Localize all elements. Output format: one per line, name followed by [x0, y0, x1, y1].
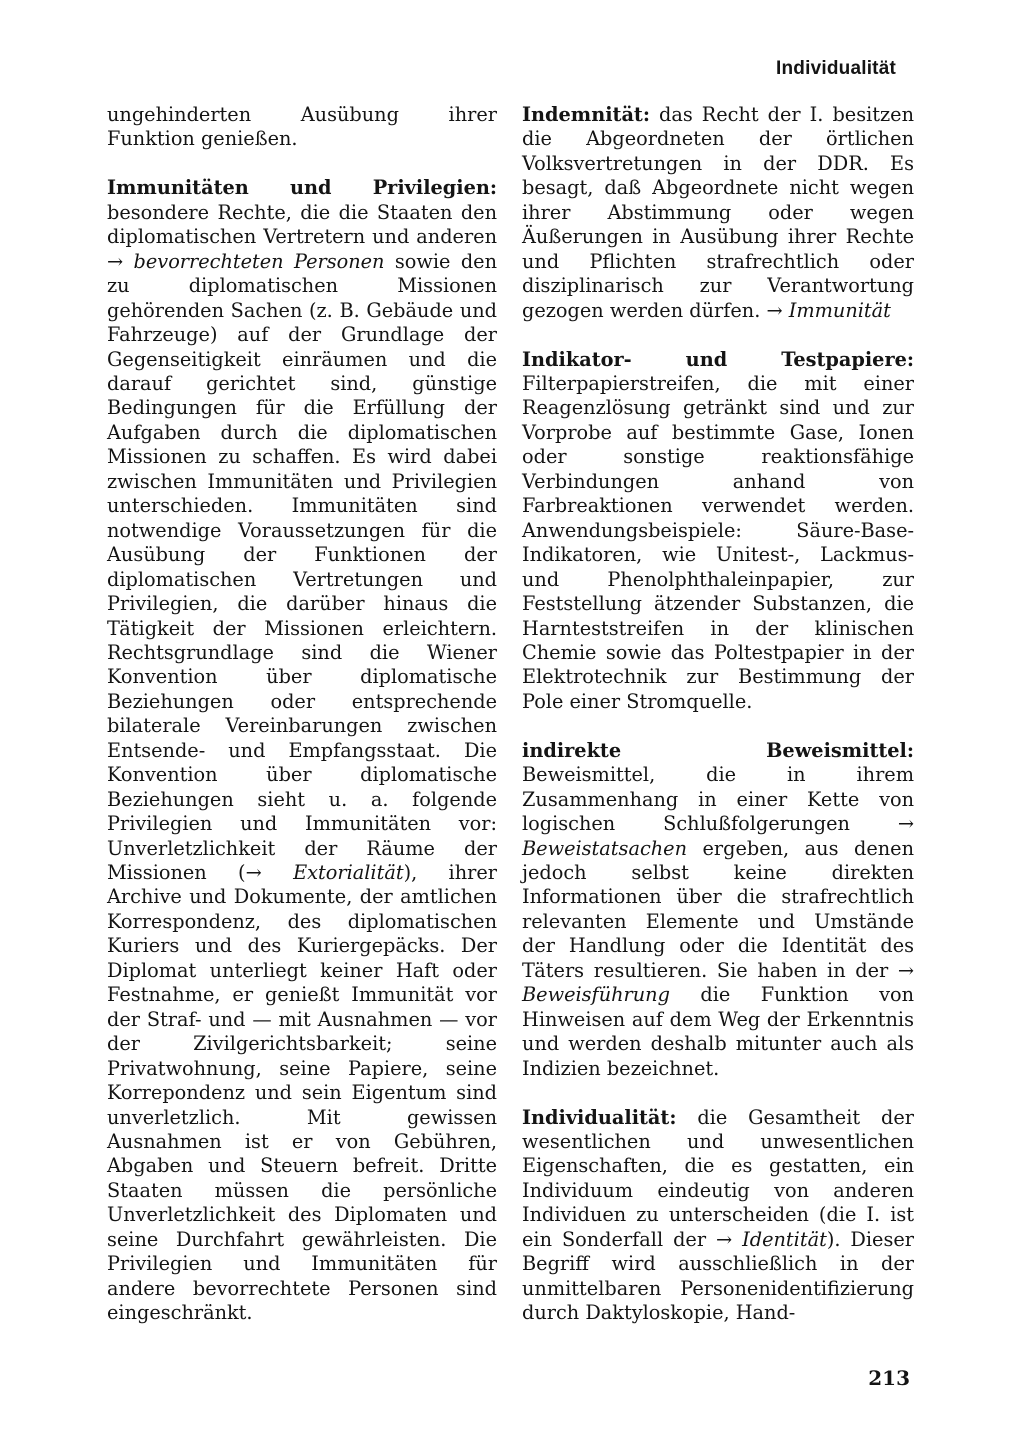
arrow-icon: → [107, 249, 124, 273]
entry-text: Beweismittel, die in ihrem Zusammenhang in einer Kette von logischen Schlußfolgerungen [522, 763, 914, 836]
entry-indirekte-beweismittel [522, 739, 914, 1081]
entry-text: das Recht der I. besitzen die Abgeordneten der örtlichen Volksvertretungen in der DDR. Es besagt, daß Abgeordnete nicht wegen ihrer Abstimmung oder wegen Äußerungen in Ausübung ihrer Rechte und Pflichten strafrechtlich oder disziplinarisch zur Verantwortung gezogen werden dürfen. [522, 103, 914, 322]
entry-text: besondere Rechte, die die Staaten den diplomatischen Vertretern und anderen [107, 200, 497, 249]
entry-headword: Indikator- und Testpapiere: [522, 347, 914, 371]
entry-indemnitaet [522, 103, 914, 323]
cross-reference: Extorialität [261, 861, 404, 885]
arrow-icon: → [245, 861, 262, 885]
arrow-icon: → [766, 298, 783, 322]
cross-reference: Identität [732, 1227, 827, 1251]
entry-text: ). Dieser Begriff wird ausschließlich in der unmittelbaren Personenidentifizierung durch Daktyloskopie, Hand- [522, 1227, 914, 1325]
entry-headword: Individualität: [522, 1105, 677, 1129]
entry-immunitaeten [107, 176, 497, 1325]
entry-individualitaet [522, 1106, 914, 1326]
right-column [522, 103, 914, 1350]
entry-headword: indirekte Beweismittel: [522, 738, 914, 762]
cross-reference: Beweisführung [522, 983, 670, 1007]
entry-text: ergeben, aus denen jedoch selbst keine direkten Informationen über die strafrechtlich relevanten Elemente und Umstände der Handlung oder die Identität des Täters resultieren. Sie haben in der [522, 836, 914, 982]
cross-reference: bevorrechteten Personen [123, 249, 385, 273]
left-column [107, 103, 497, 1350]
entry-headword: Immunitäten und Privilegien: [107, 176, 497, 200]
entry-text: sowie den zu diplomatischen Missionen gehörenden Sachen (z. B. Gebäude und Fahrzeuge) auf der Grundlage der Gegenseitigkeit einräumen und die darauf gerichtet sind, günstige Bedingungen für die Erfüllung der Aufgaben durch die diplomatischen Missionen zu schaffen. Es wird dabei zwischen Immunitäten und Privilegien unterschieden. Immunitäten sind notwendige Voraussetzungen für die Ausübung der Funktionen der diplomatischen Vertretungen und Privilegien, die darüber hinaus die Tätigkeit der Missionen erleichtern. Rechtsgrundlage sind die Wiener Konvention über diplomatische Beziehungen oder entsprechende bilaterale Vereinbarungen zwischen Entsende- und Empfangsstaat. Die Konvention über diplomatische Beziehungen sieht u. a. folgende Privilegien und Immunitäten vor: Unverletzlichkeit der Räume der Missionen ( [107, 249, 497, 885]
continuation-text: ungehinderten Ausübung ihrer Funktion genießen. [107, 103, 497, 151]
entry-text: Filterpapierstreifen, die mit einer Reagenzlösung getränkt sind und zur Vorprobe auf bestimmte Gase, Ionen oder sonstige reaktionsfähige Verbindungen anhand von Farbreaktionen verwendet werden. Anwendungsbeispiele: Säure-Base-Indikatoren, wie Unitest-, Lackmus- und Phenolphthaleinpapier, zur Feststellung ätzender Substanzen, die Harnteststreifen in der klinischen Chemie sowie das Poltestpapier in der Elektrotechnik zur Bestimmung der Pole einer Stromquelle. [522, 371, 914, 713]
entry-text: die Funktion von Hinweisen auf dem Weg der Erkenntnis und werden deshalb mitunter auch als Indizien bezeichnet. [522, 983, 914, 1080]
entry-text: die Gesamtheit der wesentlichen und unwesentlichen Eigenschaften, die es gestatten, ein Individuum eindeutig von anderen Individuen zu unterscheiden (die I. ist ein Sonderfall der [522, 1105, 914, 1251]
entry-headword: Indemnität: [522, 103, 650, 126]
arrow-icon: → [716, 1227, 733, 1251]
page-number: 213 [868, 1366, 910, 1390]
arrow-icon: → [897, 812, 914, 836]
entry-indikator [522, 348, 914, 715]
running-head: Individualität [776, 58, 896, 79]
cross-reference: Beweistatsachen [522, 836, 687, 860]
entry-text: ), ihrer Archive und Dokumente, der amtlichen Korrespondenz, des diplomatischen Kuriers und des Kuriergepäcks. Der Diplomat unterliegt keiner Haft oder Festnahme, er genießt Immunität vor der Straf- und — mit Ausnahmen — vor der Zivilgerichtsbarkeit; seine Privatwohnung, seine Papiere, seine Korrepondenz und sein Eigentum sind unverletzlich. Mit gewissen Ausnahmen ist er von Gebühren, Abgaben und Steuern befreit. Dritte Staaten müssen die persönliche Unverletzlichkeit des Diplomaten und seine Durchfahrt gewährleisten. Die Privilegien und Immunitäten für andere bevorrechtete Personen sind eingeschränkt. [107, 861, 497, 1325]
cross-reference: Immunität [782, 298, 891, 322]
arrow-icon: → [897, 958, 914, 982]
